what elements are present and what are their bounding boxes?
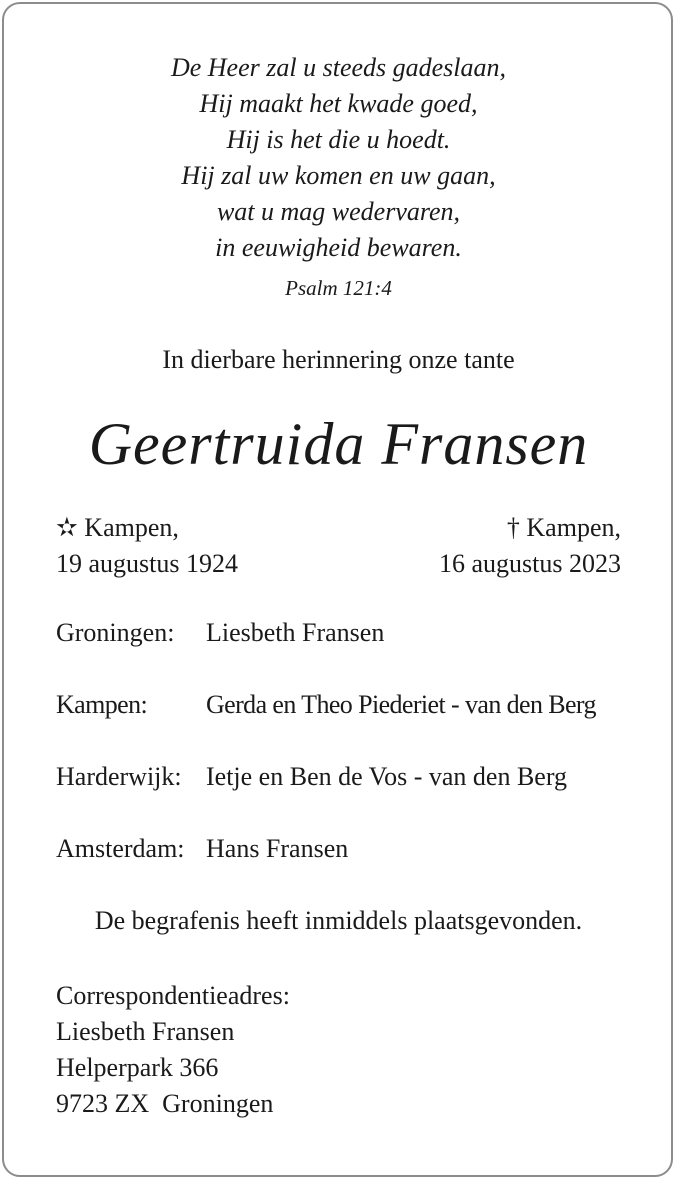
family-place: Kampen: <box>56 690 148 719</box>
poem-line: Hij zal uw komen en uw gaan, <box>181 161 496 190</box>
deceased-name: Geertruida Fransen <box>88 411 589 477</box>
poem-line: Hij maakt het kwade goed, <box>199 89 478 118</box>
family-names: Liesbeth Fransen <box>206 618 385 647</box>
intro-text: In dierbare herinnering onze tante <box>162 345 515 374</box>
family-names: Hans Fransen <box>206 834 349 863</box>
star-icon: ✫ <box>56 513 78 542</box>
family-row <box>56 762 567 792</box>
poem-line: in eeuwigheid bewaren. <box>215 233 462 262</box>
funeral-note: De begrafenis heeft inmiddels plaatsgevonden. <box>94 906 583 935</box>
poem-line: De Heer zal u steeds gadeslaan, <box>170 53 507 82</box>
poem-line: Hij is het die u hoedt. <box>226 125 451 154</box>
family-place: Harderwijk: <box>56 762 182 791</box>
correspondence-address <box>56 978 290 1122</box>
family-place: Amsterdam: <box>56 834 185 863</box>
address-name: Liesbeth Fransen <box>56 1017 235 1046</box>
birth-place-line <box>56 510 238 546</box>
poem-line: wat u mag wedervaren, <box>216 197 461 226</box>
address-city: 9723 ZX Groningen <box>56 1089 274 1118</box>
family-names: Ietje en Ben de Vos - van den Berg <box>206 762 568 791</box>
death-place-line <box>439 510 621 546</box>
family-row <box>56 618 384 648</box>
family-row <box>56 834 348 864</box>
poem-source: Psalm 121:4 <box>285 276 392 300</box>
family-place: Groningen: <box>56 618 175 647</box>
family-names: Gerda en Theo Piederiet - van den Berg <box>206 690 596 719</box>
birth-place: Kampen, <box>84 513 179 542</box>
cross-icon: † <box>506 513 520 542</box>
address-label: Correspondentieadres: <box>56 981 290 1010</box>
death-place: Kampen, <box>526 513 621 542</box>
death-info <box>439 510 621 582</box>
birth-date: 19 augustus 1924 <box>56 549 238 578</box>
address-street: Helperpark 366 <box>56 1053 219 1082</box>
poem <box>0 50 677 266</box>
death-date: 16 augustus 2023 <box>439 549 621 578</box>
family-row <box>56 690 596 720</box>
birth-info <box>56 510 238 582</box>
